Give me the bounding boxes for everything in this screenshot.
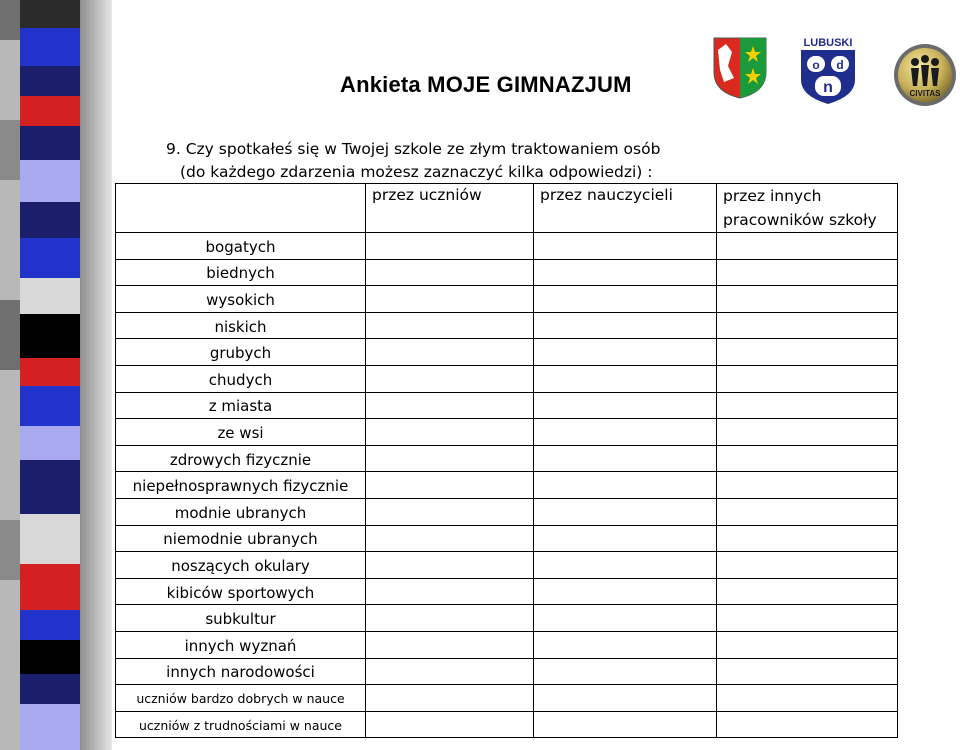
row-label: bogatych bbox=[116, 233, 366, 260]
table-row bbox=[116, 552, 898, 579]
table-row bbox=[116, 445, 898, 472]
answer-cell-other-staff[interactable] bbox=[717, 605, 898, 632]
page-title: Ankieta MOJE GIMNAZJUM bbox=[340, 72, 632, 97]
answer-cell-other-staff[interactable] bbox=[717, 445, 898, 472]
row-label: innych narodowości bbox=[116, 658, 366, 685]
table-row bbox=[116, 312, 898, 339]
answer-cell-students[interactable] bbox=[366, 525, 534, 552]
answer-cell-students[interactable] bbox=[366, 658, 534, 685]
row-label: uczniów z trudnościami w nauce bbox=[116, 711, 366, 738]
answer-cell-students[interactable] bbox=[366, 685, 534, 712]
question-instruction: (do każdego zdarzenia możesz zaznaczyć kilka odpowiedzi) : bbox=[180, 163, 653, 181]
civitas-logo-text: CIVITAS bbox=[909, 89, 941, 98]
civitas-logo bbox=[893, 42, 957, 108]
answer-cell-teachers[interactable] bbox=[534, 552, 717, 579]
answer-cell-teachers[interactable] bbox=[534, 392, 717, 419]
lubuski-odn-logo bbox=[797, 36, 859, 106]
table-row bbox=[116, 525, 898, 552]
answer-cell-students[interactable] bbox=[366, 578, 534, 605]
lubuski-logo-text: LUBUSKI bbox=[803, 37, 853, 49]
answer-cell-teachers[interactable] bbox=[534, 685, 717, 712]
table-row bbox=[116, 578, 898, 605]
lubuski-letter-o: o bbox=[812, 58, 820, 72]
survey-table bbox=[115, 183, 898, 738]
row-label: noszących okulary bbox=[116, 552, 366, 579]
column-header-label: przez nauczycieli bbox=[540, 186, 673, 204]
answer-cell-students[interactable] bbox=[366, 365, 534, 392]
table-row bbox=[116, 286, 898, 313]
column-header-label: przez uczniów bbox=[372, 186, 482, 204]
answer-cell-other-staff[interactable] bbox=[717, 631, 898, 658]
row-label: wysokich bbox=[116, 286, 366, 313]
answer-cell-other-staff[interactable] bbox=[717, 658, 898, 685]
row-label: subkultur bbox=[116, 605, 366, 632]
answer-cell-students[interactable] bbox=[366, 605, 534, 632]
answer-cell-students[interactable] bbox=[366, 498, 534, 525]
answer-cell-students[interactable] bbox=[366, 711, 534, 738]
row-label: chudych bbox=[116, 365, 366, 392]
answer-cell-students[interactable] bbox=[366, 472, 534, 499]
table-row bbox=[116, 631, 898, 658]
answer-cell-teachers[interactable] bbox=[534, 312, 717, 339]
answer-cell-teachers[interactable] bbox=[534, 365, 717, 392]
answer-cell-other-staff[interactable] bbox=[717, 365, 898, 392]
answer-cell-teachers[interactable] bbox=[534, 498, 717, 525]
answer-cell-teachers[interactable] bbox=[534, 711, 717, 738]
answer-cell-teachers[interactable] bbox=[534, 605, 717, 632]
row-label: niepełnosprawnych fizycznie bbox=[116, 472, 366, 499]
answer-cell-students[interactable] bbox=[366, 259, 534, 286]
row-label: zdrowych fizycznie bbox=[116, 445, 366, 472]
answer-cell-teachers[interactable] bbox=[534, 259, 717, 286]
lubuski-letter-d: d bbox=[836, 58, 844, 72]
row-label: niskich bbox=[116, 312, 366, 339]
row-label: z miasta bbox=[116, 392, 366, 419]
answer-cell-teachers[interactable] bbox=[534, 472, 717, 499]
answer-cell-other-staff[interactable] bbox=[717, 339, 898, 366]
answer-cell-teachers[interactable] bbox=[534, 419, 717, 446]
answer-cell-other-staff[interactable] bbox=[717, 552, 898, 579]
question-text: 9. Czy spotkałeś się w Twojej szkole ze złym traktowaniem osób bbox=[166, 140, 661, 158]
column-header-students bbox=[366, 184, 534, 233]
answer-cell-students[interactable] bbox=[366, 631, 534, 658]
table-row bbox=[116, 711, 898, 738]
row-label: uczniów bardzo dobrych w nauce bbox=[116, 685, 366, 712]
column-header-label: przez innych pracowników szkoły bbox=[723, 187, 877, 229]
answer-cell-students[interactable] bbox=[366, 552, 534, 579]
table-row bbox=[116, 472, 898, 499]
table-row bbox=[116, 605, 898, 632]
table-row bbox=[116, 259, 898, 286]
table-row bbox=[116, 419, 898, 446]
row-label: niemodnie ubranych bbox=[116, 525, 366, 552]
answer-cell-teachers[interactable] bbox=[534, 631, 717, 658]
answer-cell-other-staff[interactable] bbox=[717, 711, 898, 738]
answer-cell-teachers[interactable] bbox=[534, 445, 717, 472]
answer-cell-other-staff[interactable] bbox=[717, 286, 898, 313]
answer-cell-students[interactable] bbox=[366, 392, 534, 419]
answer-cell-other-staff[interactable] bbox=[717, 685, 898, 712]
table-header-row bbox=[116, 184, 898, 233]
header-empty-cell bbox=[116, 184, 366, 233]
answer-cell-other-staff[interactable] bbox=[717, 525, 898, 552]
answer-cell-students[interactable] bbox=[366, 419, 534, 446]
row-label: ze wsi bbox=[116, 419, 366, 446]
answer-cell-other-staff[interactable] bbox=[717, 578, 898, 605]
lubuski-letter-n: n bbox=[823, 79, 833, 96]
row-label: grubych bbox=[116, 339, 366, 366]
answer-cell-teachers[interactable] bbox=[534, 233, 717, 260]
answer-cell-teachers[interactable] bbox=[534, 578, 717, 605]
answer-cell-teachers[interactable] bbox=[534, 658, 717, 685]
answer-cell-other-staff[interactable] bbox=[717, 312, 898, 339]
table-row bbox=[116, 658, 898, 685]
row-label: innych wyznań bbox=[116, 631, 366, 658]
answer-cell-students[interactable] bbox=[366, 339, 534, 366]
row-label: modnie ubranych bbox=[116, 498, 366, 525]
table-row bbox=[116, 339, 898, 366]
decorative-stripe-band bbox=[0, 0, 112, 750]
answer-cell-teachers[interactable] bbox=[534, 286, 717, 313]
column-header-other-staff bbox=[717, 184, 898, 233]
answer-cell-other-staff[interactable] bbox=[717, 472, 898, 499]
answer-cell-other-staff[interactable] bbox=[717, 259, 898, 286]
column-header-teachers bbox=[534, 184, 717, 233]
table-row bbox=[116, 498, 898, 525]
table-row bbox=[116, 392, 898, 419]
row-label: biednych bbox=[116, 259, 366, 286]
answer-cell-other-staff[interactable] bbox=[717, 419, 898, 446]
table-row bbox=[116, 365, 898, 392]
answer-cell-other-staff[interactable] bbox=[717, 498, 898, 525]
answer-cell-students[interactable] bbox=[366, 286, 534, 313]
answer-cell-other-staff[interactable] bbox=[717, 233, 898, 260]
answer-cell-students[interactable] bbox=[366, 312, 534, 339]
answer-cell-other-staff[interactable] bbox=[717, 392, 898, 419]
table-row bbox=[116, 233, 898, 260]
answer-cell-teachers[interactable] bbox=[534, 339, 717, 366]
answer-cell-teachers[interactable] bbox=[534, 525, 717, 552]
row-label: kibiców sportowych bbox=[116, 578, 366, 605]
answer-cell-students[interactable] bbox=[366, 233, 534, 260]
answer-cell-students[interactable] bbox=[366, 445, 534, 472]
lubuskie-coat-of-arms-logo bbox=[712, 36, 768, 100]
table-row bbox=[116, 685, 898, 712]
